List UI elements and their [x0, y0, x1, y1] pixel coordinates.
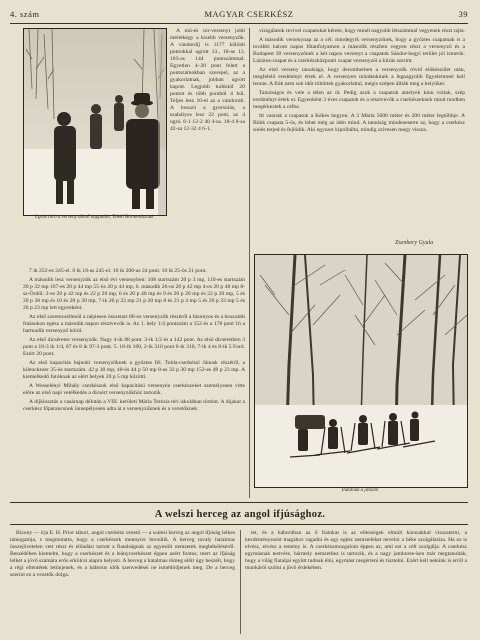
col1-paragraph: 7 ik 252-es 245-el. 8 ik 18-as 245-el. 10 ik 200-as 24 pont. 10 ik 25-ös 21 pont. — [29, 268, 207, 274]
photo-caption-judges: Ugrás bíró a verseny döntő nappalán, Teleki Bornemisznak — [34, 215, 154, 220]
col2-paragraph: vizsgálatok revivel csapatokat kérem, hogy minél nagyobb létszámmal vegyenek részt rajta. — [259, 28, 465, 34]
col1-paragraph: A Wesselényi Mihály cserkészok első kapacitású versenyén cserkészeket személyesen vitte előre az első napi vetélkedés a dicsért versenyzőkhöz tartozik. — [23, 383, 245, 396]
col2-paragraph: Tanulságos és vele a télen az út. Pedig azok a csapatok amelyek kinn voltak, szép eredményt értek el. Egyenként 3 éves csapatok és a résztvevők a cserkészeknek mind rendben megérkeztek a célba. — [253, 90, 465, 110]
article-col1 — [10, 530, 235, 634]
col1-side-text — [170, 28, 245, 272]
header-rule — [10, 23, 468, 24]
col1-side-paragraph: A mű-és tor-versenyt jobb mértékegy a kisebb versenyzők. A vándordíj is 1177 különb pontokkal ugrott 13., 18-as 13. 183-as 144 pontszámmal. Egyetlen 4–20 pont felett a pontszámokban szerepel, az a gyakorlatnak, jobban ugrott kapott. Legjobb tudóstól 20 pontot és több pontból 4 kül. Teljes lesz 10-el az a vándorúti. A hosszú a gyorsolás, a szabályos lesz 22 pont, az 4 ugró. 6-1 12-2 40 4-sa. 18-4 8-sa 42-sa 12-32 4 6-1. — [170, 28, 245, 132]
skiers-illustration — [255, 255, 467, 487]
page-header — [10, 6, 468, 22]
article-column-divider — [240, 530, 241, 634]
col2-paragraph: Itt vannak a csapatok a Kékes hegyen. A 2 Mária 5000 méter és 200 méter legtöbbje. A Bükk csapata 5-ös, és lehet még az idén mind. A tanulság mindenesetre az, hogy a cserkész síelés terjed és fejlődik. Aki egyszer kipróbálta, mindig szívesen megy vissza. — [253, 113, 465, 133]
article-title: A welszi herceg az angol ifjúsághoz. — [154, 509, 326, 520]
col2-paragraph: Az első verseny tanulsága, hogy decemberben a versenyzők rövid előkészület után, megfelelő eredményt értek el. A versenyen mindenkinek a legnagyobb figyelemmel kell lennie. A fiúk nem sok időt töltöttek gyakorlattal, mégis szépen állták meg a helyüket. — [253, 67, 465, 87]
article-col2 — [245, 530, 467, 634]
col1-paragraph: A második lesz versenyzők az első évi versenyben: 108 startszám 20 p 3 mp, 110-es startszám 20 p 32 mp 167-es 20 p 44 mp 55-ös 20 p 44 mp, 6. második 26-os 20 p 42 mp 4-es 20 p 48 mp 8-sz-Ördöl: 3-es 20 p 42 mp és 22 p 20 mp, 6 és 20 p 40 mp és 9 és 20 p 20 mp és 22 p 20 mp, 5 és 20 p 38 mp és 10 és 20 p 30 mp, 7-ik 20 p 22 mp 21 p 20 mp 8 és 21 p 4 mp 5 és 20 p 33 mp 5 és 20 p 23 mp lett egyenként. — [23, 277, 245, 311]
photo-ski-judges — [23, 28, 167, 216]
article-col2-text: tet, és a háborúban az ő fiainkat is az ellenségek elmúlt korszakkal visszatérni, a kezdeményezést magához ragadni és egy egész nemzedéket nevelni a béke szolgálatára. Ha ez is elvész, elvész a remény is. A cserkészmozgalom éppen az, ami ezt a célt szolgálja. A cserkész egymásnak testvére, bármely nemzethez is tartozik, és a nagy jamboree-ken már megtanulták, hogy a világ fiataljai együtt tudnak élni, egymást megérteni és tisztelni. Ezért kell nekünk is erről a munkáról szólni a jövő érdekében. — [245, 530, 467, 571]
magazine-title: MAGYAR CSERKÉSZ — [204, 9, 294, 19]
col2-top-text — [253, 28, 465, 238]
issue-number: 4. szám — [10, 9, 40, 19]
article-col1-text: Bizony — írja E. H. Prior tábori, angol cserkész vezető — a walesi herceg az angol ifjúság lelkes támogatója, s megmutatta, hogy a cserkészek mennyire becsülik. A herceg tavaly hatalmas összejövetelen vett részt és előadást tartott a fiatalságnak az egyesült nemzetek megbékéléséről. Beszédében kiemelte, hogy a cserkészet és a leánycserkészet éppen azért fontos, mert az ifjúság lelkét a jövő számára erős erkölcsi alapra helyezi. A herceg a hatalmas tömeg előtt úgy beszélt, hogy a régi ellentétek letűnjenek, és a háborús idők szenvedései ne ismétlődjenek meg. De a herceg szerint ez a vezetők dolga. — [10, 530, 235, 578]
col1-paragraph: Az első dicséretes versenyzők: Nagy 4-ik 88 pont. 3-ik 1/2 és a 142 pont. Az első dicséretben 3 pont a 18-3 ik 1/4, 87 és 8 ik 97-3 pont. 5. 18-ik 100, 2-ik 310 pont 6-ik 310, 7-ik 4 és 8-ik 5 Ford. Ezért 20 pont. — [23, 337, 245, 357]
article-title-rule — [10, 524, 468, 525]
author-signature: Zsenbery Gyula — [395, 240, 434, 246]
column-divider — [249, 28, 250, 498]
col1-main-text — [23, 268, 245, 500]
article-top-rule — [10, 502, 468, 503]
ski-judges-illustration — [24, 29, 166, 215]
photo-skiers-forest — [254, 254, 468, 488]
col1-paragraph: A díjkiosztás a vasárnap délután a VIII. kerületi Mária Terézia téri iskolában történt. A díjakat a cserkész főparancsnok ünnepélyesen adta át a versenyzőknek és a vezetőknek. — [23, 399, 245, 412]
col1-paragraph: Az első kapacitás bajnoki versenyzőknek a győztes fél. Tolda-cserkészi Jánosk részéről, a kilenckezer 35-ös startszám. 42 p 30 mp, 40-ös 44 p 50 mp 8-as 33 p 30 mp 152-es 48 p 23 mp. A kiemelkedő futóknak az elért helyek 20 p 5 mp közötti. — [23, 360, 245, 380]
col1-paragraph: Az első szerencsétlenül a népiesen összetart 86-os versenyzők részéről a bizonyos és a hosszabb futásokon egész a második napon résztvevők is. Az 1. hely 1/4 pontszám a 152 és a 178 pont 16 a harmadik versenyző körül. — [23, 314, 245, 334]
page-number: 39 — [458, 9, 468, 19]
photo-caption-skiers: Indulnak a játszók — [341, 488, 379, 493]
col2-paragraph: A második versenynap az a cél: mindegyik versenyzőnek, hogy a győztes csapatnak is a további három napos főtanfolyamon a második részben vegyen részt a versenyző és a Budapest 30 versenyzőnek a két napos versenyt a csapatok Sándor-hegyi terület jól ismerik. Lázárus-csapat és a cserkészközponti csapat versenyzői a kiírás szerint. — [253, 37, 465, 64]
